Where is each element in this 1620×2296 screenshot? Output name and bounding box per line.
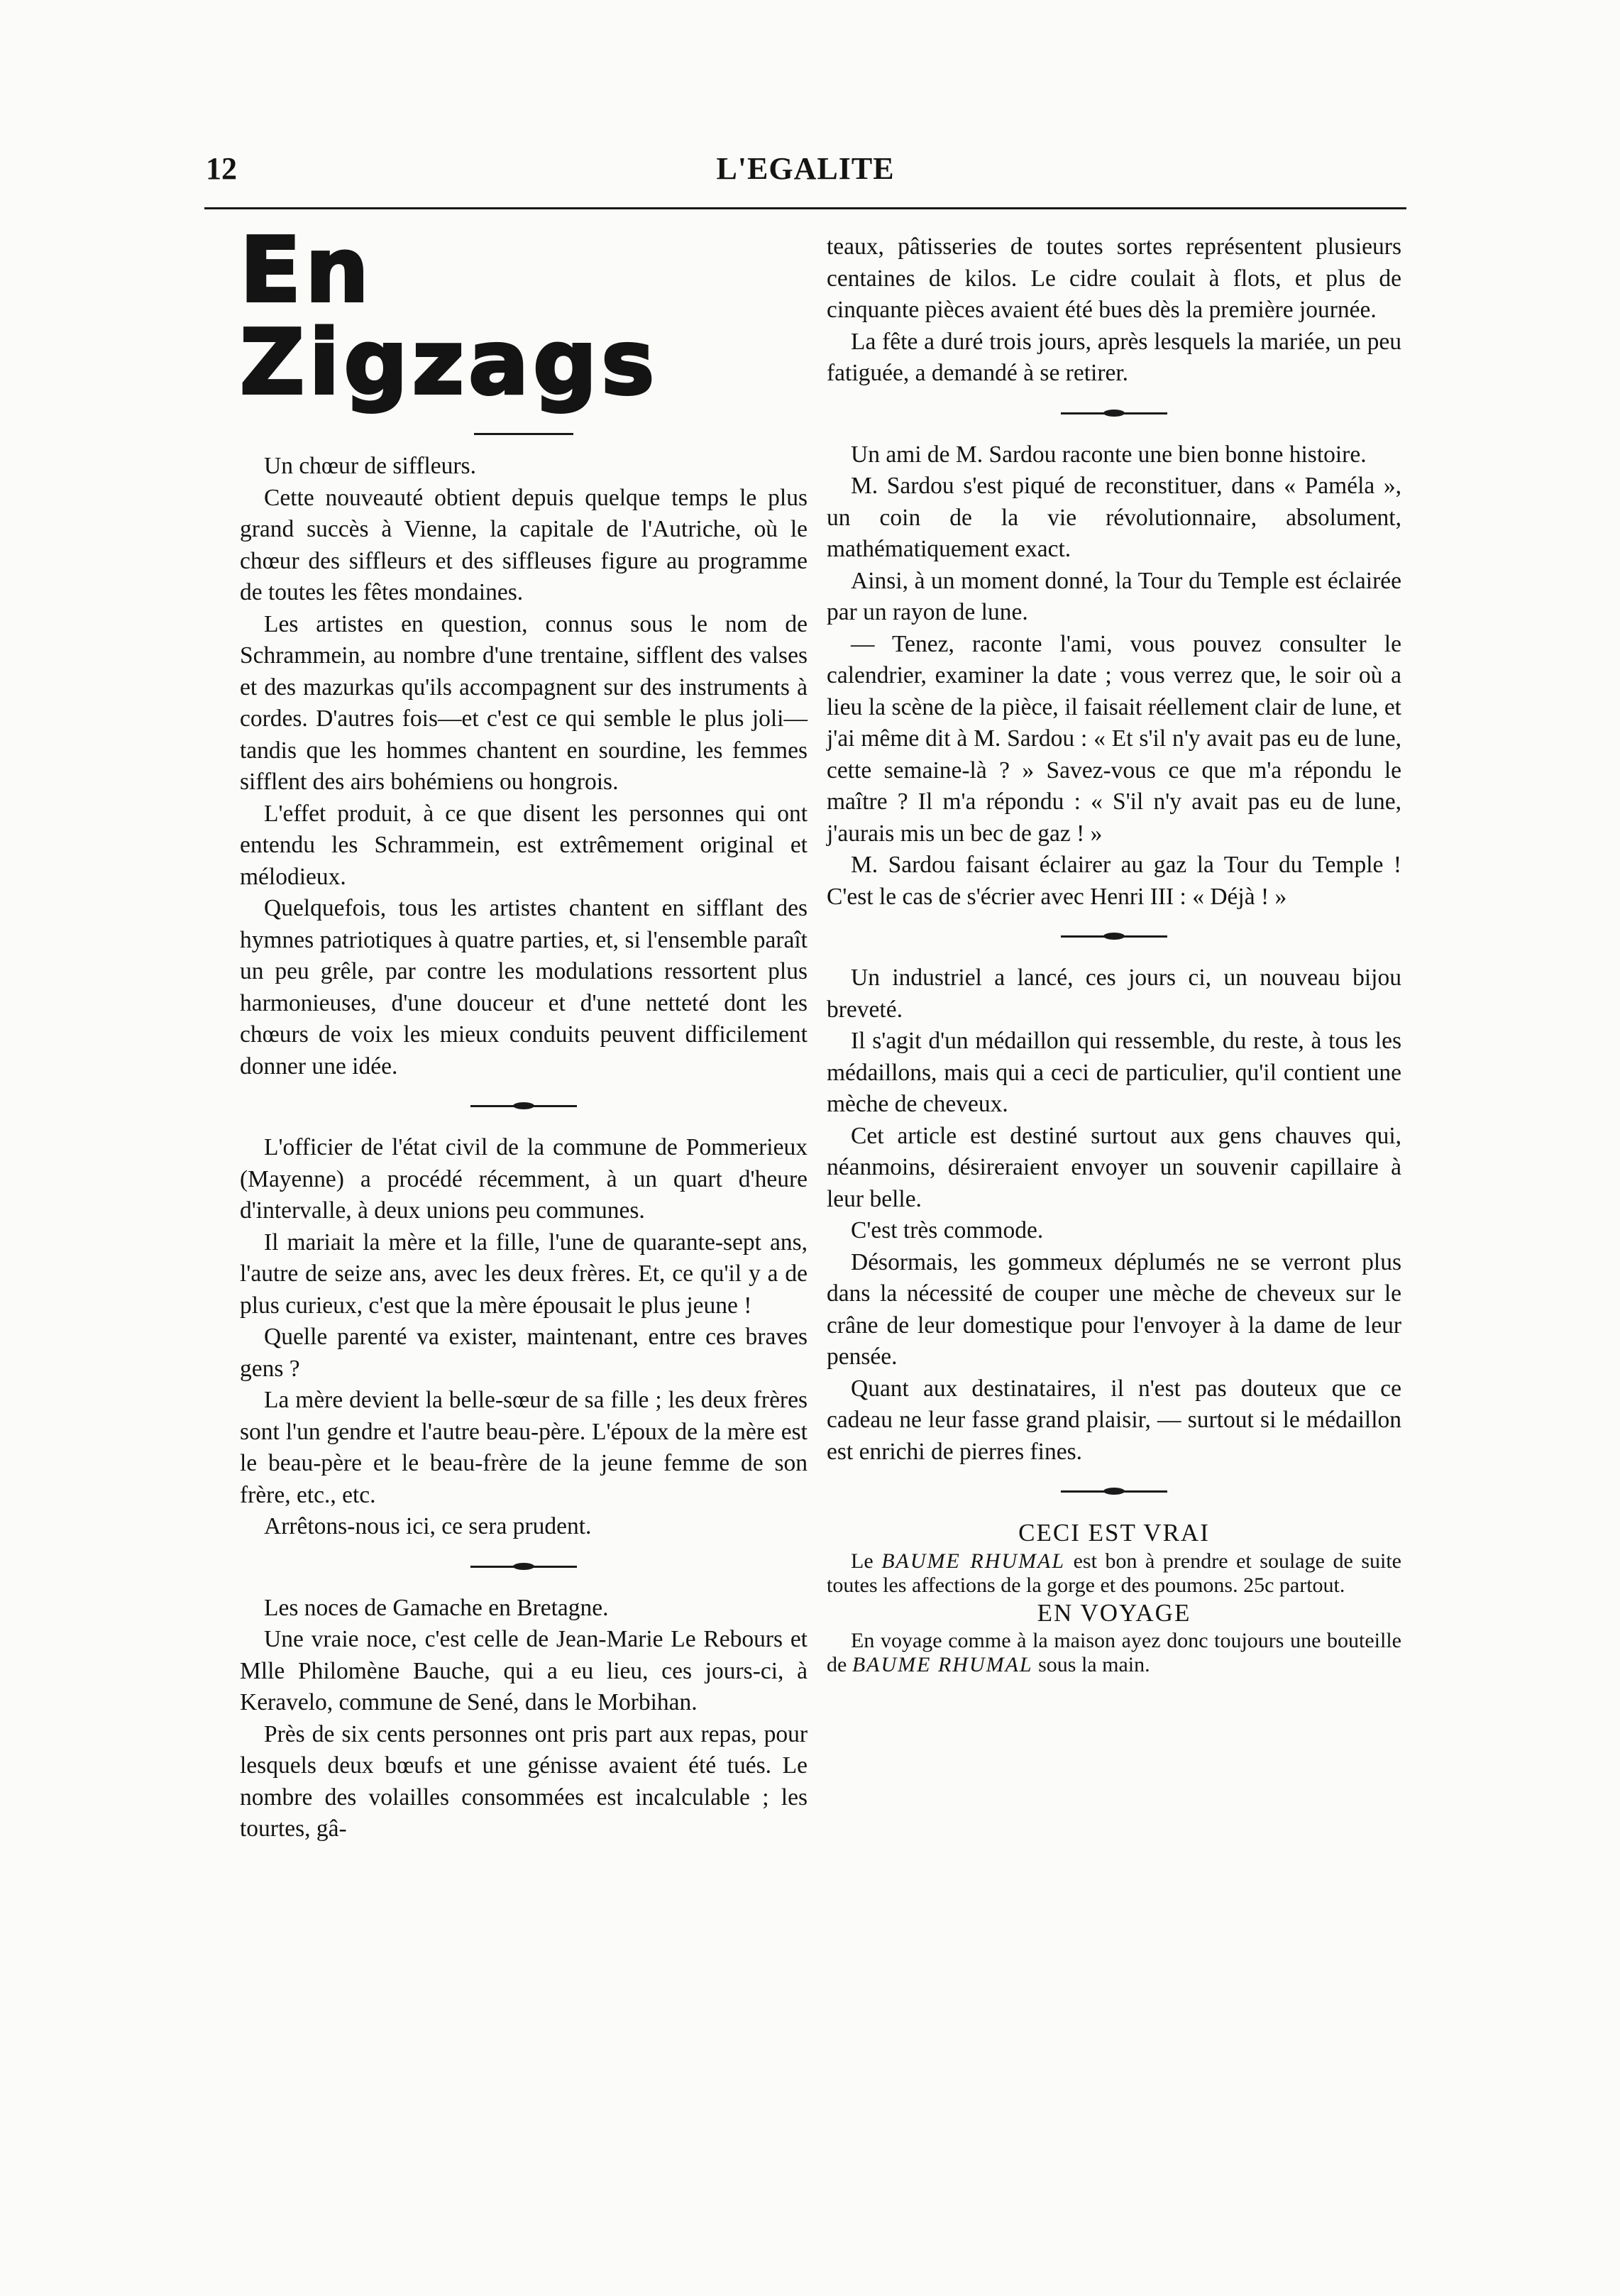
brand-name: BAUME RHUMAL (852, 1653, 1033, 1676)
ad-text (827, 1629, 1401, 1677)
paragraph: L'officier de l'état civil de la commune de Pommerieux (Mayenne) a procédé récemment, à un quart d'heure d'intervalle, à deux unions peu communes. (240, 1134, 808, 1224)
paragraph: M. Sardou faisant éclairer au gaz la Tour du Temple ! C'est le cas de s'écrier avec Henri III : « Déjà ! » (827, 852, 1401, 910)
article-gamache-continued (827, 231, 1401, 390)
ad-title: EN VOYAGE (1037, 1598, 1191, 1627)
ad-body: est bon à prendre et soulage de suite toutes les affections de la gorge et des poumons. 25c partout. (827, 1549, 1401, 1597)
ad-title: CECI EST VRAI (1018, 1519, 1210, 1547)
article-separator (1061, 1481, 1167, 1502)
paragraph: Cette nouveauté obtient depuis quelque temps le plus grand succès à Vienne, la capitale de l'Autriche, où le chœur des siffleurs et des siffleuses figure au programme de toutes les fêtes mondaines. (240, 484, 808, 605)
article-separator (470, 1095, 577, 1116)
paragraph: La fête a duré trois jours, après lesquels la mariée, un peu fatiguée, a demandé à se retirer. (827, 328, 1401, 386)
ad-text (827, 1549, 1401, 1598)
article-pommerieux (240, 1132, 808, 1543)
paragraph: C'est très commode. (851, 1217, 1044, 1243)
left-column (240, 218, 808, 1845)
article-siffleurs (240, 451, 808, 1082)
paragraph: teaux, pâtisseries de toutes sortes représentent plusieurs centaines de kilos. Le cidre coulait à flots, et plus de cinquante pièces avaient été bues dès la première journée. (827, 234, 1401, 323)
paragraph: Les noces de Gamache en Bretagne. (264, 1594, 609, 1621)
article-gamache (240, 1593, 808, 1845)
paragraph: Un ami de M. Sardou raconte une bien bonne histoire. (851, 441, 1367, 468)
article-separator (470, 1556, 577, 1577)
page-number: 12 (206, 151, 237, 186)
paragraph: Désormais, les gommeux déplumés ne se verront plus dans la nécessité de couper une mèche de cheveux sur le crâne de leur domestique pour l'envoyer à la dame de leur pensée. (827, 1248, 1401, 1370)
paragraph: Il s'agit d'un médaillon qui ressemble, du reste, à tous les médaillons, mais qui a ceci de particulier, qu'il contient une mèche de cheveux. (827, 1028, 1401, 1117)
right-column (827, 231, 1401, 1677)
paragraph: Arrêtons-nous ici, ce sera prudent. (264, 1513, 592, 1539)
paragraph: Une vraie noce, c'est celle de Jean-Marie Le Rebours et Mlle Philomène Bauche, qui a eu lieu, ces jours-ci, à Keravelo, commune de Sené, dans le Morbihan. (240, 1626, 808, 1715)
paragraph: M. Sardou s'est piqué de reconstituer, dans « Paméla », un coin de la vie révolutionnaire, absolument, mathématiquement exact. (827, 473, 1401, 562)
paragraph: L'effet produit, à ce que disent les personnes qui ont entendu les Schrammein, est extrêmement original et mélodieux. (240, 800, 808, 890)
paragraph: Quelle parenté va exister, maintenant, entre ces braves gens ? (240, 1324, 808, 1382)
paragraph: Ainsi, à un moment donné, la Tour du Temple est éclairée par un rayon de lune. (827, 567, 1401, 625)
advertisement-ceci-est-vrai (827, 1517, 1401, 1598)
paragraph: Un chœur de siffleurs. (264, 453, 476, 479)
paragraph: Près de six cents personnes ont pris part aux repas, pour lesquels deux bœufs et une génisse avaient été tués. Le nombre des volailles consommées est incalculable ; les tourtes, gâ- (240, 1720, 808, 1842)
page-header (206, 150, 1405, 193)
header-rule (204, 207, 1406, 209)
article-bijou (827, 962, 1401, 1468)
masthead: L'EGALITE (716, 151, 895, 186)
paragraph: Un industriel a lancé, ces jours ci, un nouveau bijou breveté. (827, 965, 1401, 1023)
paragraph: — Tenez, raconte l'ami, vous pouvez consulter le calendrier, examiner la date ; vous verrez que, le soir où a lieu la scène de la pièce, il faisait réellement clair de lune, et j'ai même dit à M. Sardou : « Et s'il n'y avait pas eu de lune, cette semaine-là ? » Savez-vous ce que m'a répondu le maître ? Il m'a répondu : « S'il n'y avait pas eu de lune, j'aurais mis un bec de gaz ! » (827, 630, 1401, 847)
article-separator (1061, 402, 1167, 424)
article-sardou (827, 439, 1401, 913)
paragraph: La mère devient la belle-sœur de sa fille ; les deux frères sont l'un gendre et l'autre beau-père. L'époux de la mère est le beau-père et le beau-frère de la jeune femme de son frère, etc., etc. (240, 1387, 808, 1508)
paragraph: Quant aux destinataires, il n'est pas douteux que ce cadeau ne leur fasse grand plaisir, — surtout si le médaillon est enrichi de pierres fines. (827, 1375, 1401, 1465)
ad-body-end: sous la main. (1038, 1653, 1150, 1676)
ad-body: En voyage comme à la maison ayez donc toujours une bouteille de (827, 1629, 1401, 1676)
title-divider (474, 433, 573, 435)
paragraph: Quelquefois, tous les artistes chantent en sifflant des hymnes patriotiques à quatre parties, et, si l'ensemble paraît un peu grêle, par contre les modulations ressortent plus harmonieuses, d'une douceur et d'une netteté dont les chœurs de voix les mieux conduits peuvent difficilement donner une idée. (240, 895, 808, 1080)
ad-lead: Le (851, 1549, 874, 1573)
brand-name: BAUME RHUMAL (881, 1549, 1066, 1573)
advertisement-en-voyage (827, 1598, 1401, 1678)
paragraph: Cet article est destiné surtout aux gens chauves qui, néanmoins, désireraient envoyer un souvenir capillaire à leur belle. (827, 1122, 1401, 1212)
paragraph: Les artistes en question, connus sous le nom de Schrammein, au nombre d'une trentaine, sifflent des valses et des mazurkas qu'ils accompagnent sur des instruments à cordes. D'autres fois—et c'est ce qui semble le plus joli—tandis que les hommes chantent en sourdine, les femmes sifflent des airs bohémiens ou hongrois. (240, 610, 808, 795)
paragraph: Il mariait la mère et la fille, l'une de quarante-sept ans, l'autre de seize ans, avec les deux frères. Et, ce qu'il y a de plus curieux, c'est que la mère épousait le plus jeune ! (240, 1229, 808, 1319)
section-title: En Zigzags (240, 218, 659, 414)
article-separator (1061, 925, 1167, 947)
